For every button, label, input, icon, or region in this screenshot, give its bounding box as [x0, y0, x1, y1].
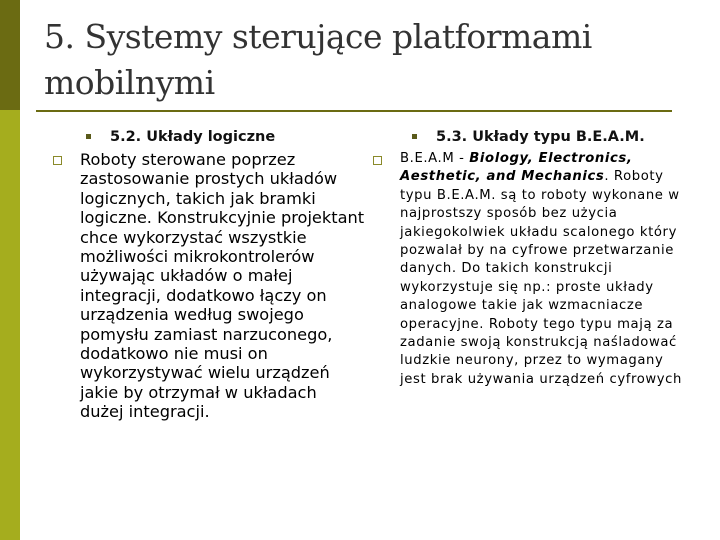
bullet-square-icon	[412, 134, 417, 139]
bullet-square-icon	[373, 156, 382, 165]
left-body-text: Roboty sterowane poprzez zastosowanie prostych układów logicznych, takich jak bramki logiczne. Konstrukcyjnie projektant chce wykorzystać wszystkie możliwości mikrokontrolerów używając układów o małej integracji, dodatkowo łączy on urządzenia według swojego pomysłu zamiast narzuconego, dodatkowo nie musi on wykorzystywać wielu urządzeń jakie by otrzymał w układach dużej integracji.	[80, 150, 365, 422]
sidebar-accent-dark	[0, 0, 20, 110]
right-body-rest: . Roboty typu B.E.A.M. są to roboty wykonane w najprostszy sposób bez użycia jakiegokolwiek układu scalonego który pozwalał by na cyfrowe przetwarzanie danych. Do takich konstrukcji wykorzystuje się np.: proste układy analogowe takie jak wzmacniacze operacyjne. Roboty tego typu mają za zadanie swoją konstrukcją naśladować ludzkie neurony, przez to wymagany jest brak używania urządzeń cyfrowych	[400, 169, 682, 387]
right-body-prefix: B.E.A.M -	[400, 151, 470, 166]
title-divider	[36, 110, 672, 112]
slide-title: 5. Systemy sterujące platformami mobilnymi	[44, 17, 592, 102]
right-heading: 5.3. Układy typu B.E.A.M.	[436, 129, 645, 145]
bullet-square-icon	[86, 134, 91, 139]
bullet-square-icon	[53, 156, 62, 165]
sidebar-accent-light	[0, 110, 20, 540]
left-heading: 5.2. Układy logiczne	[110, 129, 276, 145]
beam-expansion: Biology, Electronics, Aesthetic, and Mechanics	[400, 151, 633, 185]
right-body-text	[400, 150, 690, 389]
